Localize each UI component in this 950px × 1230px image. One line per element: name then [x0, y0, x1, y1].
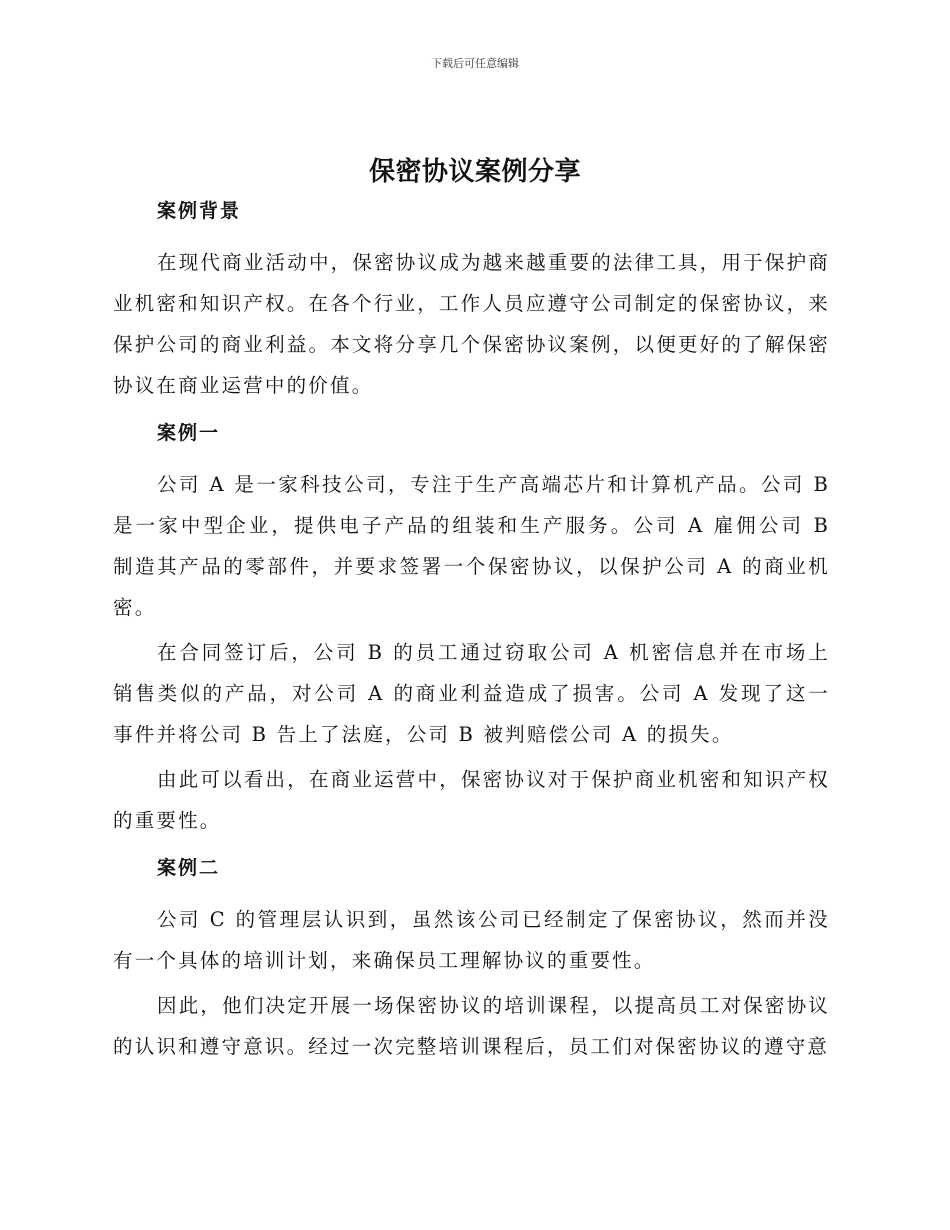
- paragraph: 由此可以看出，在商业运营中，保密协议对于保护商业机密和知识产权的重要性。: [113, 768, 830, 832]
- section-heading: 案例二: [157, 857, 221, 879]
- spacer: [113, 845, 830, 855]
- section-case-two: [113, 855, 830, 1067]
- document-body: [113, 198, 830, 1071]
- paragraph: 在现代商业活动中，保密协议成为越来越重要的法律工具，用于保护商业机密和知识产权。在各个行业，工作人员应遵守公司制定的保密协议，来保护公司的商业利益。本文将分享几个保密协议案例，以便更好的了解保密协议在商业运营中的价值。: [113, 251, 830, 397]
- section-heading: 案例一: [157, 422, 221, 444]
- paragraph: 公司 C 的管理层认识到，虽然该公司已经制定了保密协议，然而并没有一个具体的培训计划，来确保员工理解协议的重要性。: [113, 908, 830, 972]
- paragraph: 公司 A 是一家科技公司，专注于生产高端芯片和计算机产品。公司 B 是一家中型企业，提供电子产品的组装和生产服务。公司 A 雇佣公司 B 制造其产品的零部件，并要求签署一个保密协议，以保护公司 A 的商业机密。: [113, 473, 830, 619]
- header-note: 下载后可任意编辑: [431, 57, 519, 70]
- document-title: 保密协议案例分享: [368, 157, 581, 187]
- spacer: [113, 410, 830, 420]
- section-case-one: [113, 420, 830, 841]
- paragraph: 在合同签订后，公司 B 的员工通过窃取公司 A 机密信息并在市场上销售类似的产品，对公司 A 的商业利益造成了损害。公司 A 发现了这一事件并将公司 B 告上了法庭，公司 B 被判赔偿公司 A 的损失。: [113, 641, 830, 746]
- section-heading: 案例背景: [157, 200, 242, 222]
- paragraph: 因此，他们决定开展一场保密协议的培训课程，以提高员工对保密协议的认识和遵守意识。经过一次完整培训课程后，员工们对保密协议的遵守意: [113, 994, 830, 1058]
- section-background: [113, 198, 830, 406]
